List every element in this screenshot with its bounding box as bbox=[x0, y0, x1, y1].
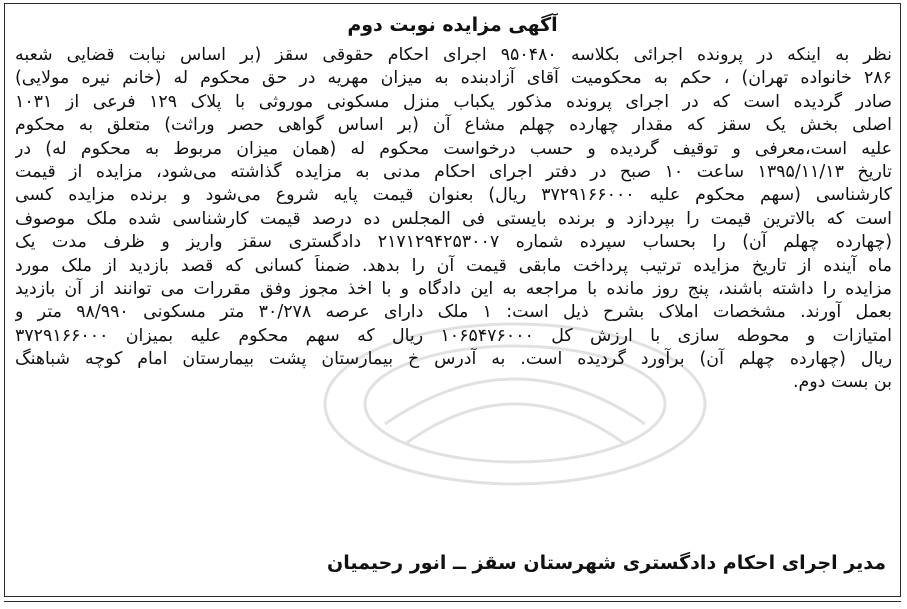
notice-body bbox=[15, 44, 892, 395]
body-line: ۲۸۶ خانواده تهران) ، حکم به محکومیت آقای آزادبنده به میزان مهریه در حق محکوم له (خانم نیره مولایی) bbox=[15, 68, 892, 89]
body-line: بن بست دوم. bbox=[792, 372, 892, 393]
body-line: مزایده را داشته باشند، پنج روز مانده با مراجعه به این دادگاه و با اخذ مجوز وفق مقررات می توانند از آن بازدید bbox=[15, 278, 892, 299]
body-line: است که بالاترین قیمت را بپردازد و برنده بایستی فی المجلس ده درصد قیمت کارشناسی شده ملک موصوف bbox=[15, 208, 892, 229]
body-line: ریال (چهارده چهلم آن) برآورد گردیده است. به آدرس خ بیمارستان پشت بیمارستان امام کوچه شباهنگ bbox=[15, 349, 892, 370]
body-line: تاریخ ۱۳۹۵/۱۱/۱۳ ساعت ۱۰ صبح در دفتر اجرای احکام مدنی به مزایده گذاشته می‌شود، مزایده از قیمت bbox=[15, 161, 892, 182]
notice-title: آگهی مزایده نوبت دوم bbox=[347, 14, 558, 36]
body-line: علیه است،معرفی و توقیف گردیده و حسب درخواست محکوم له (همان میزان مربوط به محکوم له) در bbox=[15, 138, 892, 159]
body-line: نظر به اینکه در پرونده اجرائی بکلاسه ۹۵۰۴۸۰ اجرای احکام حقوقی سقز (بر اساس نیابت قضایی شعبه bbox=[15, 45, 892, 65]
signature-line: مدیر اجرای احکام دادگستری شهرستان سقز ــ انور رحیمیان bbox=[327, 552, 886, 574]
notice-frame bbox=[4, 3, 901, 597]
body-line: ماه آینده از تاریخ مزایده ترتیب پرداخت مابقی قیمت آن را بدهد. ضمناً کسانی که قصد بازدید از ملک مورد bbox=[15, 255, 892, 276]
body-line: امتیازات و محوطه سازی با ارزش کل ۱۰۶۵۴۷۶۰۰۰ ریال که سهم محکوم علیه بمیزان ۳۷۲۹۱۶۶۰۰۰ bbox=[15, 325, 892, 346]
bottom-divider bbox=[4, 601, 901, 604]
body-line: بعمل آورند. مشخصات املاک بشرح ذیل است: ۱ ملک دارای عرصه ۳۰/۲۷۸ متر مسکونی ۹۸/۹۹۰ متر و bbox=[15, 302, 892, 323]
body-line: (چهارده چهلم آن) را بحساب سپرده شماره ۲۱۷۱۲۹۴۲۵۳۰۰۷ دادگستری سقز واریز و ظرف مدت یک bbox=[15, 232, 892, 253]
body-line: اصلی بخش یک سقز که مقدار چهارده چهلم مشاع آن (بر اساس گواهی حصر وراثت) متعلق به محکوم bbox=[15, 115, 892, 136]
body-line: کارشناسی (سهم محکوم علیه ۳۷۲۹۱۶۶۰۰۰ ریال) بعنوان قیمت پایه شروع می‌شود و برنده مزایده کسی bbox=[15, 185, 892, 206]
body-line: صادر گردیده است که در اجرای پرونده مذکور یکباب منزل مسکونی موروثی با پلاک ۱۲۹ فرعی از ۱۰۳۱ bbox=[15, 91, 892, 112]
